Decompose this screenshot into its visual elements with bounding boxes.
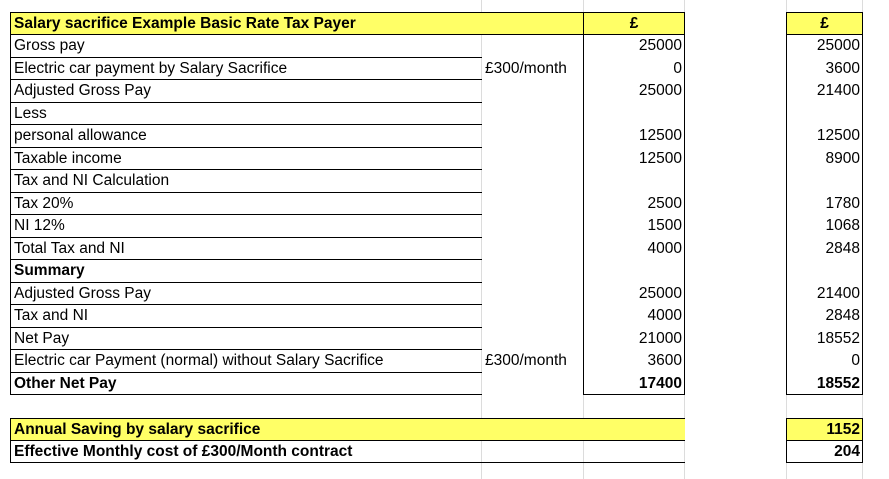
row-note[interactable] bbox=[482, 283, 583, 306]
row-label[interactable]: Tax and NI Calculation bbox=[10, 170, 482, 193]
row-value-e[interactable]: 12500 bbox=[786, 125, 863, 148]
row-value-c[interactable]: 3600 bbox=[583, 350, 685, 373]
row-label[interactable]: Tax 20% bbox=[10, 193, 482, 216]
row-value-c[interactable]: 12500 bbox=[583, 125, 685, 148]
row-note[interactable] bbox=[482, 170, 583, 193]
annual-saving-label[interactable]: Annual Saving by salary sacrifice bbox=[10, 418, 685, 441]
row-label[interactable]: personal allowance bbox=[10, 125, 482, 148]
row-label[interactable]: Less bbox=[10, 103, 482, 126]
row-value-c[interactable]: 4000 bbox=[583, 238, 685, 261]
row-note[interactable]: £300/month bbox=[485, 59, 567, 77]
row-value-c[interactable]: 0 bbox=[583, 58, 685, 81]
annual-saving-value[interactable]: 1152 bbox=[786, 418, 863, 441]
row-value-c[interactable]: 25000 bbox=[583, 35, 685, 58]
row-note[interactable] bbox=[482, 373, 583, 396]
row-value-e[interactable]: 2848 bbox=[786, 238, 863, 261]
row-value-e[interactable]: 21400 bbox=[786, 283, 863, 306]
row-value-e[interactable]: 25000 bbox=[786, 35, 863, 58]
row-note[interactable] bbox=[482, 35, 583, 58]
row-value-c[interactable] bbox=[583, 103, 685, 126]
row-value-c[interactable]: 21000 bbox=[583, 328, 685, 351]
row-note[interactable] bbox=[482, 328, 583, 351]
row-note[interactable] bbox=[482, 260, 583, 283]
row-value-c[interactable]: 25000 bbox=[583, 80, 685, 103]
row-value-e[interactable]: 2848 bbox=[786, 305, 863, 328]
row-value-e[interactable] bbox=[786, 170, 863, 193]
row-note[interactable] bbox=[482, 305, 583, 328]
row-note[interactable] bbox=[482, 193, 583, 216]
row-label[interactable]: NI 12% bbox=[10, 215, 482, 238]
header-currency-c[interactable]: £ bbox=[583, 12, 685, 35]
row-value-c[interactable]: 2500 bbox=[583, 193, 685, 216]
row-note[interactable] bbox=[482, 238, 583, 261]
row-value-c[interactable]: 1500 bbox=[583, 215, 685, 238]
row-label[interactable]: Net Pay bbox=[10, 328, 482, 351]
row-label[interactable]: Adjusted Gross Pay bbox=[10, 283, 482, 306]
row-label[interactable]: Adjusted Gross Pay bbox=[10, 80, 482, 103]
row-label[interactable]: Electric car payment by Salary Sacrifice bbox=[10, 58, 482, 81]
row-value-e[interactable]: 3600 bbox=[786, 58, 863, 81]
row-label[interactable]: Other Net Pay bbox=[10, 373, 482, 396]
row-label[interactable]: Tax and NI bbox=[10, 305, 482, 328]
row-value-e[interactable]: 1068 bbox=[786, 215, 863, 238]
row-label[interactable]: Gross pay bbox=[10, 35, 482, 58]
row-value-c[interactable] bbox=[583, 260, 685, 283]
row-value-c[interactable]: 12500 bbox=[583, 148, 685, 171]
row-value-c[interactable] bbox=[583, 170, 685, 193]
row-label[interactable]: Taxable income bbox=[10, 148, 482, 171]
row-label[interactable]: Electric car Payment (normal) without Salary Sacrifice bbox=[10, 350, 482, 373]
row-label[interactable]: Summary bbox=[10, 260, 482, 283]
title-cell[interactable]: Salary sacrifice Example Basic Rate Tax Payer bbox=[10, 12, 583, 35]
row-value-e[interactable] bbox=[786, 103, 863, 126]
monthly-cost-label[interactable]: Effective Monthly cost of £300/Month contract bbox=[10, 441, 685, 463]
row-note[interactable] bbox=[482, 215, 583, 238]
row-value-e[interactable]: 1780 bbox=[786, 193, 863, 216]
row-value-e[interactable]: 8900 bbox=[786, 148, 863, 171]
monthly-cost-value[interactable]: 204 bbox=[786, 441, 863, 463]
row-label[interactable]: Total Tax and NI bbox=[10, 238, 482, 261]
row-value-e[interactable]: 18552 bbox=[786, 328, 863, 351]
row-value-e[interactable] bbox=[786, 260, 863, 283]
row-note[interactable] bbox=[482, 103, 583, 126]
row-value-e[interactable]: 0 bbox=[786, 350, 863, 373]
row-note[interactable] bbox=[482, 80, 583, 103]
row-note[interactable] bbox=[482, 148, 583, 171]
row-value-c[interactable]: 25000 bbox=[583, 283, 685, 306]
row-note[interactable]: £300/month bbox=[485, 352, 567, 369]
header-currency-e[interactable]: £ bbox=[786, 12, 863, 35]
row-note[interactable] bbox=[482, 125, 583, 148]
row-value-e[interactable]: 21400 bbox=[786, 80, 863, 103]
row-value-c[interactable]: 17400 bbox=[583, 373, 685, 396]
row-value-c[interactable]: 4000 bbox=[583, 305, 685, 328]
row-value-e[interactable]: 18552 bbox=[786, 373, 863, 396]
